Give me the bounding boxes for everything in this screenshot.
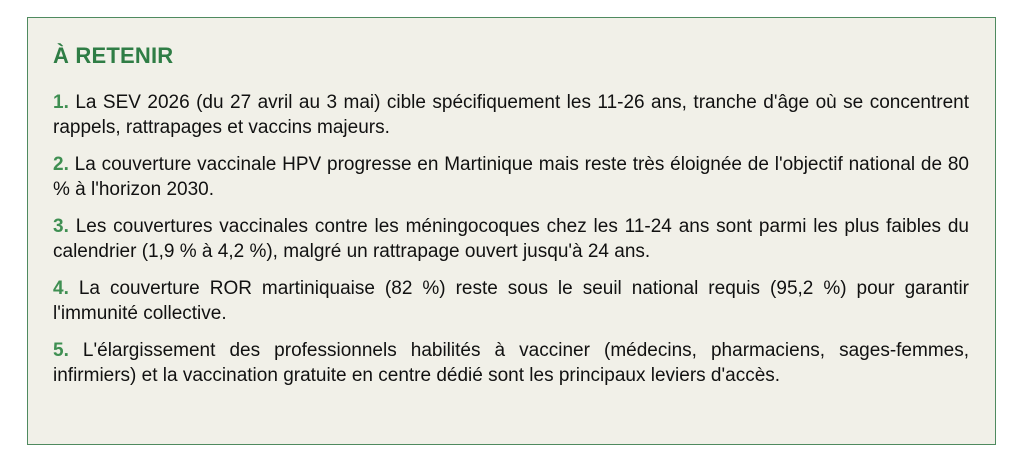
- key-point-4: [53, 276, 969, 326]
- key-point-2: [53, 152, 969, 202]
- panel-title: À RETENIR: [53, 43, 174, 68]
- point-number: 2.: [53, 154, 69, 175]
- point-number: 5.: [53, 340, 69, 361]
- key-points-list: [53, 90, 969, 388]
- point-number: 3.: [53, 216, 69, 237]
- key-point-1: [53, 90, 969, 140]
- point-text: L'élargissement des professionnels habilités à vacciner (médecins, pharmaciens, sages-femmes, infirmiers) et la vaccination gratuite en centre dédié sont les principaux leviers d'accès.: [53, 340, 969, 386]
- point-text: Les couvertures vaccinales contre les méningocoques chez les 11-24 ans sont parmi les plus faibles du calendrier (1,9 % à 4,2 %), malgré un rattrapage ouvert jusqu'à 24 ans.: [53, 216, 969, 262]
- point-text: La SEV 2026 (du 27 avril au 3 mai) cible spécifiquement les 11-26 ans, tranche d'âge où se concentrent rappels, rattrapages et vaccins majeurs.: [53, 92, 969, 138]
- point-text: La couverture vaccinale HPV progresse en Martinique mais reste très éloignée de l'objectif national de 80 % à l'horizon 2030.: [53, 154, 969, 200]
- point-number: 4.: [53, 278, 69, 299]
- key-point-5: [53, 338, 969, 388]
- point-number: 1.: [53, 92, 69, 113]
- key-points-panel: [27, 17, 996, 445]
- key-point-3: [53, 214, 969, 264]
- point-text: La couverture ROR martiniquaise (82 %) reste sous le seuil national requis (95,2 %) pour garantir l'immunité collective.: [53, 278, 969, 324]
